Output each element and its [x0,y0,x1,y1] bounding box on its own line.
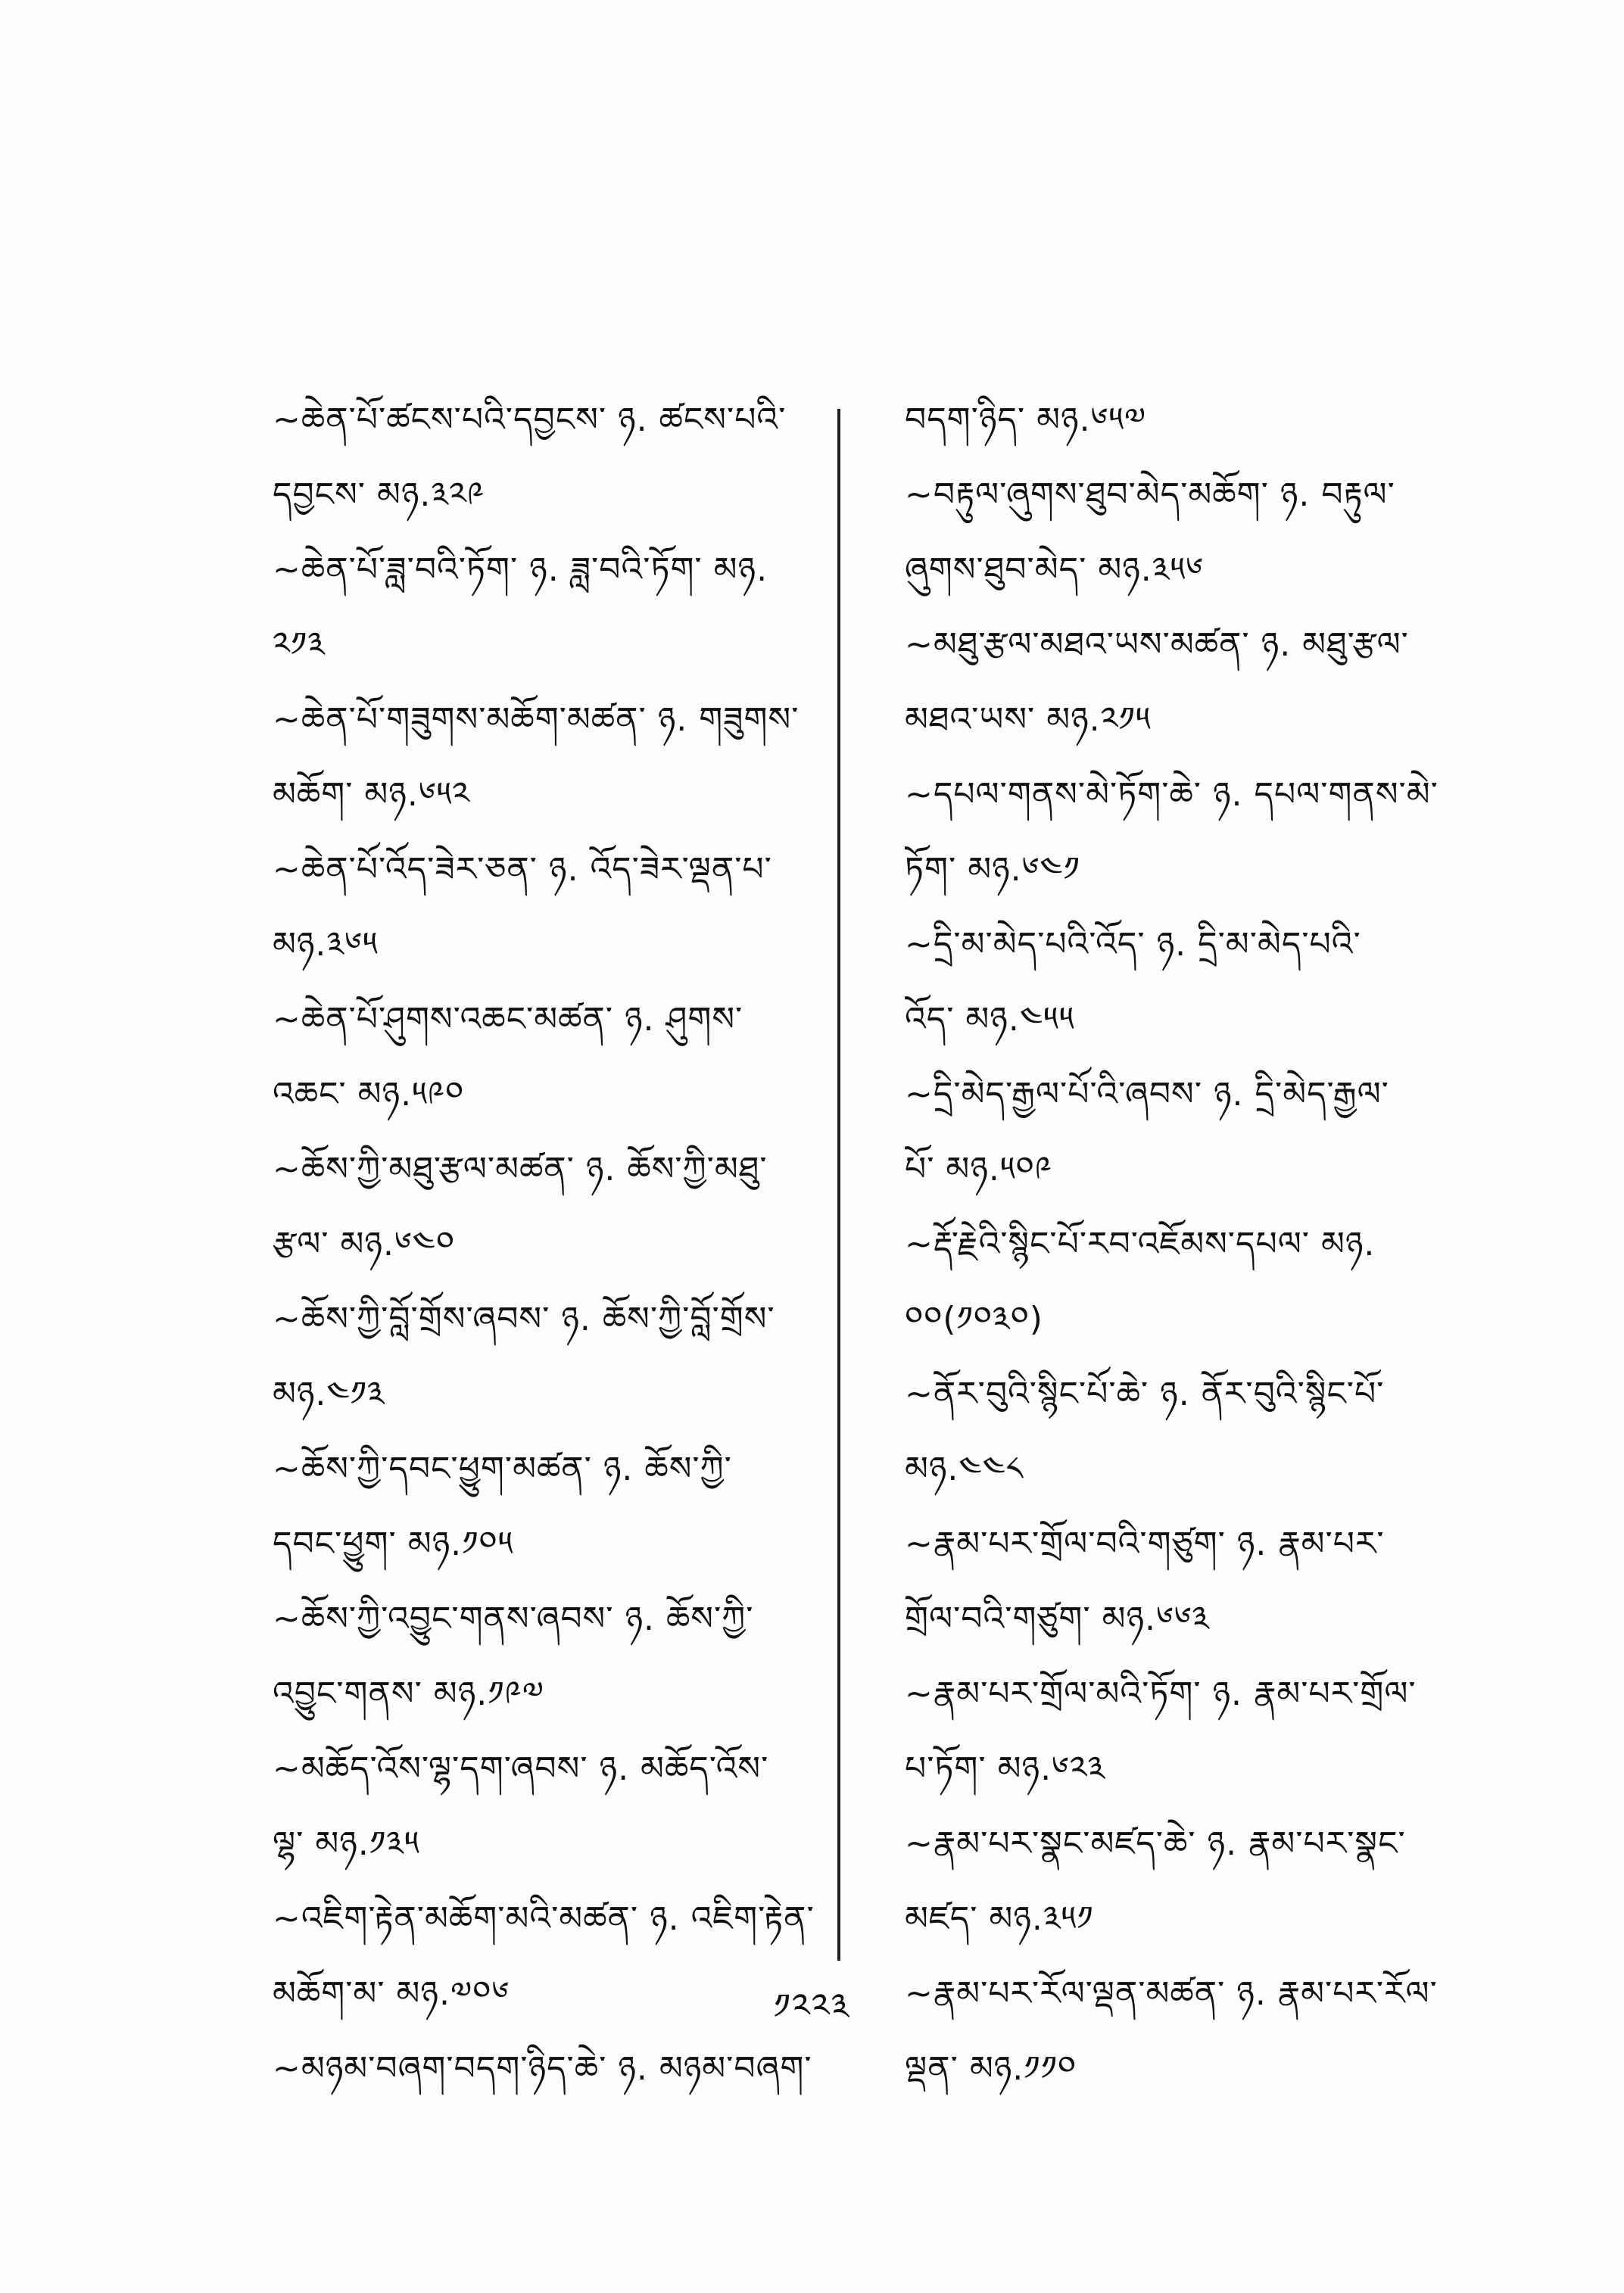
text-line: མཐའ་ཡས་ མཉ.༢༡༥ [905,700,1152,739]
text-line: མཉ.༤༤༨ [905,1450,1024,1488]
text-line: ~མཉམ་བཞག་བདག་ཉིད་ཆེ་ ཉ. མཉམ་བཞག་ [273,2049,812,2088]
text-line: པོ་ མཉ.༥༠༩ [905,1150,1052,1189]
text-line: ཏོག་ མཉ.༦༤༡ [905,850,1080,889]
text-line: མཛད་ མཉ.༣༥༡ [905,1899,1094,1938]
text-line: མཉ.༣༦༥ [273,925,379,964]
text-line: ~བརྟུལ་ཞུགས་ཐུབ་མེད་མཆོག་ ཉ. བརྟུལ་ [905,475,1395,514]
text-line: མཉ.༤༡༣ [273,1375,385,1413]
text-line: ལྷ་ མཉ.༡༣༥ [273,1824,420,1863]
text-line: ~རྣམ་པར་གྲོལ་བའི་གཙུག་ ཉ. རྣམ་པར་ [905,1525,1385,1563]
text-line: གྲོལ་བའི་གཙུག་ མཉ.༦༦༣ [905,1600,1211,1638]
text-line: མཆོག་མ་ མཉ.༧༠༦ [273,1974,510,2013]
text-line: ~འཇིག་རྟེན་མཆོག་མའི་མཚན་ ཉ. འཇིག་རྟེན་ [273,1899,815,1938]
text-line: ~ཆེན་པོ་གཟུགས་མཆོག་མཚན་ ཉ. གཟུགས་ [273,700,800,739]
text-line: ~ཆོས་ཀྱི་དབང་ཕྱུག་མཚན་ ཉ. ཆོས་ཀྱི་ [273,1450,732,1488]
text-line: ~དྲི་མེད་རྒྱལ་པོ་འི་ཞབས་ ཉ. དྲི་མེད་རྒྱལ་ [905,1075,1389,1114]
text-line: ~ནོར་བུའི་སྙིང་པོ་ཆེ་ ཉ. ནོར་བུའི་སྙིང་པོ་ [905,1375,1385,1413]
text-line: ལྡན་ མཉ.༡༡༠ [905,2049,1077,2088]
text-line: དབྱངས་ མཉ.༣༢༩ [273,475,485,514]
text-line: ~རྣམ་པར་གྲོལ་མའི་ཏོག་ ཉ. རྣམ་པར་གྲོལ་ [905,1675,1417,1713]
text-line: ~རྣམ་པར་སྣང་མཛད་ཆེ་ ཉ. རྣམ་པར་སྣང་ [905,1824,1406,1863]
text-line: ~ཆོས་ཀྱི་མཐུ་རྩལ་མཚན་ ཉ. ཆོས་ཀྱི་མཐུ་ [273,1150,768,1189]
text-line: ཞུགས་ཐུབ་མེད་ མཉ.༣༥༦ [905,550,1204,589]
text-line: བདག་ཉིད་ མཉ.༦༥༧ [905,400,1147,439]
text-line: རྩལ་ མཉ.༦༤༠ [273,1225,455,1263]
text-line: ༠༠(༡༠༣༠) [905,1300,1043,1338]
text-line: ~མཆོད་འོས་ལྷ་དག་ཞབས་ ཉ. མཆོད་འོས་ [273,1749,769,1788]
text-line: ~དྲི་མ་མེད་པའི་འོད་ ཉ. དྲི་མ་མེད་པའི་ [905,925,1361,964]
text-line: ~རྡོ་རྗེའི་སྙིང་པོ་རབ་འཇོམས་དཔལ་ མཉ. [905,1225,1376,1263]
text-line: ~རྣམ་པར་རོལ་ལྡན་མཚན་ ཉ. རྣམ་པར་རོལ་ [905,1974,1438,2013]
text-line: ~ཆོས་ཀྱི་འབྱུང་གནས་ཞབས་ ཉ. ཆོས་ཀྱི་ [273,1600,754,1638]
text-line: དབང་ཕྱུག་ མཉ.༡༠༥ [273,1525,514,1563]
text-line: ༢༡༣ [273,625,326,664]
text-line: ~ཆེན་པོ་ཟླ་བའི་ཏོག་ ཉ. ཟླ་བའི་ཏོག་ མཉ. [273,550,768,589]
text-line: ~ཆོས་ཀྱི་བློ་གྲོས་ཞབས་ ཉ. ཆོས་ཀྱི་བློ་གྲོས་ [273,1300,775,1338]
text-line: ~ཆེན་པོ་འོད་ཟེར་ཅན་ ཉ. འོད་ཟེར་ལྡན་པ་ [273,850,772,889]
text-line: འབྱུང་གནས་ མཉ.༡༩༧ [273,1675,544,1713]
text-line: མཆོག་ མཉ.༦༥༢ [273,775,470,814]
text-line: པ་ཏོག་ མཉ.༦༢༣ [905,1749,1106,1788]
text-line: ~མཐུ་རྩལ་མཐའ་ཡས་མཚན་ ཉ. མཐུ་རྩལ་ [905,625,1409,664]
text-line: འོད་ མཉ.༤༥༥ [905,1000,1075,1039]
text-line: འཆང་ མཉ.༥༩༠ [273,1075,465,1114]
text-line: ~ཆེན་པོ་ཤུགས་འཆང་མཚན་ ཉ. ཤུགས་ [273,1000,743,1039]
page-number: ༡༢༢༣ [773,1986,851,2027]
right-column [905,382,1450,2106]
left-column [273,382,818,2106]
text-line: ~དཔལ་གནས་མེ་ཏོག་ཆེ་ ཉ. དཔལ་གནས་མེ་ [905,775,1439,814]
column-divider [837,409,840,1961]
text-line: ~ཆེན་པོ་ཚངས་པའི་དབྱངས་ ཉ. ཚངས་པའི་ [273,400,787,439]
